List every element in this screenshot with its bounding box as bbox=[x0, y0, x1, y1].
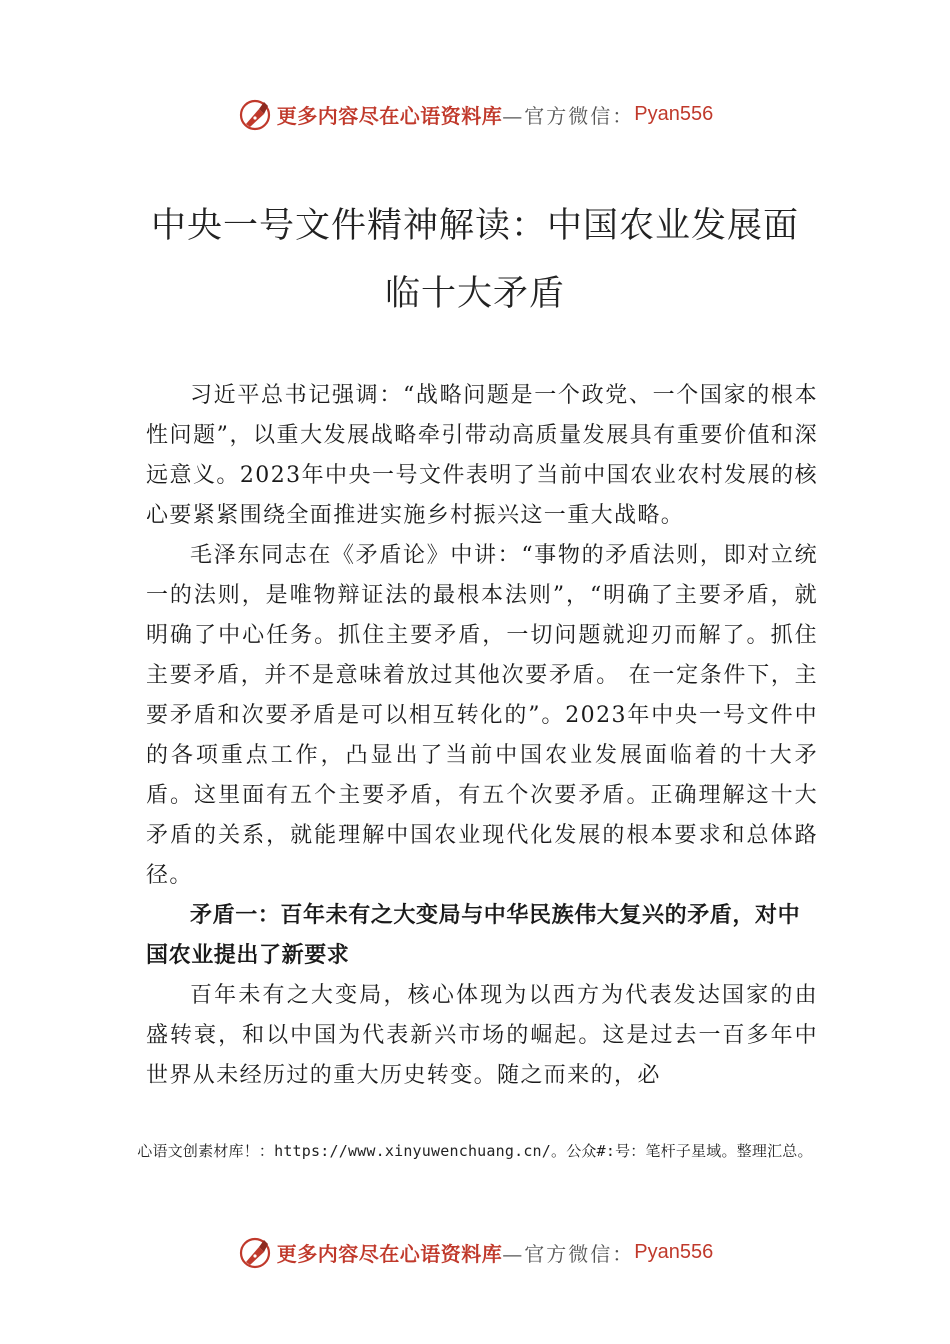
paragraph-1: 习近平总书记强调：“战略问题是一个政党、一个国家的根本性问题”，以重大发展战略牵引带动高质量发展具有重要价值和深远意义。2023年中央一号文件表明了当前中国农业农村发展的核心要紧紧围绕全面推进实施乡村振兴这一重大战略。 bbox=[146, 383, 818, 528]
banner-sub-text: —官方微信： bbox=[502, 103, 635, 128]
paragraph-3: 百年未有之大变局，核心体现为以西方为代表发达国家的由盛转衰，和以中国为代表新兴市场的崛起。这是过去一百多年中世界从未经历过的重大历史转变。随之而来的，必 bbox=[146, 983, 818, 1088]
top-banner bbox=[0, 94, 950, 134]
page-title bbox=[140, 192, 810, 328]
pen-nib-logo-icon bbox=[237, 1234, 273, 1270]
title-line-2: 临十大矛盾 bbox=[384, 274, 565, 314]
banner-wechat-id: Pyan556 bbox=[634, 102, 714, 125]
section-heading-1: 矛盾一：百年未有之大变局与中华民族伟大复兴的矛盾，对中国农业提出了新要求 bbox=[146, 903, 801, 968]
banner-wechat-id: Pyan556 bbox=[634, 1240, 714, 1263]
paragraph-2: 毛泽东同志在《矛盾论》中讲：“事物的矛盾法则，即对立统一的法则，是唯物辩证法的最根本法则”，“明确了主要矛盾，就明确了中心任务。抓住主要矛盾，一切问题就迎刃而解了。抓住主要矛盾，并不是意味着放过其他次要矛盾。 在一定条件下，主要矛盾和次要矛盾是可以相互转化的”。2023年中央一号文件中的各项重点工作，凸显出了当前中国农业发展面临着的十大矛盾。这里面有五个主要矛盾，有五个次要矛盾。正确理解这十大矛盾的关系，就能理解中国农业现代化发展的根本要求和总体路径。 bbox=[146, 543, 818, 888]
banner-main-text: 更多内容尽在心语资料库 bbox=[276, 1241, 503, 1266]
article-body bbox=[146, 376, 818, 1096]
bottom-banner bbox=[0, 1232, 950, 1272]
banner-main-text: 更多内容尽在心语资料库 bbox=[276, 103, 503, 128]
title-line-1: 中央一号文件精神解读：中国农业发展面 bbox=[150, 206, 799, 246]
pen-nib-logo-icon bbox=[237, 96, 273, 132]
banner-sub-text: —官方微信： bbox=[502, 1241, 635, 1266]
source-footnote: 心语文创素材库！：https://www.xinyuwenchuang.cn/。公众#:号：笔杆子星域。整理汇总。 bbox=[137, 1142, 813, 1160]
